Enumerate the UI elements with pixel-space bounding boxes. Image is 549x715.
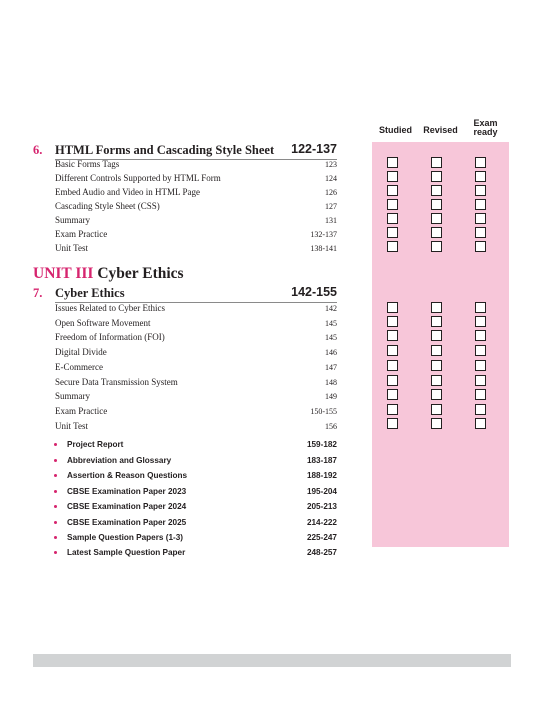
- topic-page: 156: [325, 422, 337, 431]
- topic-row: [55, 227, 337, 241]
- back-matter-item: [55, 469, 337, 483]
- exam-ready-checkbox[interactable]: [475, 360, 486, 371]
- unit-name: Cyber Ethics: [97, 265, 184, 282]
- topic-title: Exam Practice: [55, 406, 108, 416]
- bullet-icon: [54, 459, 57, 462]
- back-matter-item: [55, 500, 337, 514]
- studied-checkbox[interactable]: [387, 375, 398, 386]
- topic-row: [55, 375, 337, 389]
- revised-checkbox[interactable]: [431, 241, 442, 252]
- revised-checkbox[interactable]: [431, 375, 442, 386]
- studied-checkbox[interactable]: [387, 171, 398, 182]
- studied-checkbox[interactable]: [387, 418, 398, 429]
- revised-checkbox[interactable]: [431, 185, 442, 196]
- exam-ready-checkbox[interactable]: [475, 316, 486, 327]
- revised-checkbox[interactable]: [431, 360, 442, 371]
- topic-title: Open Software Movement: [55, 318, 151, 328]
- bullet-icon: [54, 474, 57, 477]
- topic-row: [55, 389, 337, 403]
- topic-row: [55, 330, 337, 344]
- topic-page: 148: [325, 378, 337, 387]
- bullet-icon: [54, 443, 57, 446]
- topic-page: 146: [325, 348, 337, 357]
- topic-row: [55, 360, 337, 374]
- back-matter-pages: 188-192: [306, 471, 337, 480]
- revised-checkbox[interactable]: [431, 316, 442, 327]
- topic-row: [55, 419, 337, 433]
- exam-ready-checkbox[interactable]: [475, 241, 486, 252]
- back-matter-title: Assertion & Reason Questions: [67, 471, 188, 480]
- back-matter-item: [55, 546, 337, 560]
- topic-row: [55, 171, 337, 185]
- topic-title: Digital Divide: [55, 347, 107, 357]
- back-matter-item: [55, 531, 337, 545]
- revised-checkbox[interactable]: [431, 157, 442, 168]
- back-matter-pages: 214-222: [306, 518, 337, 527]
- chapter-title: Cyber Ethics: [55, 286, 125, 300]
- topic-title: Summary: [55, 391, 90, 401]
- topic-page: 124: [325, 174, 337, 183]
- exam-ready-checkbox[interactable]: [475, 171, 486, 182]
- topic-row: [55, 157, 337, 171]
- revised-checkbox[interactable]: [431, 404, 442, 415]
- exam-ready-checkbox[interactable]: [475, 375, 486, 386]
- exam-ready-checkbox[interactable]: [475, 157, 486, 168]
- revised-checkbox[interactable]: [431, 213, 442, 224]
- exam-ready-checkbox[interactable]: [475, 345, 486, 356]
- chapter-number: 6.: [33, 143, 43, 157]
- topic-page: 149: [325, 392, 337, 401]
- back-matter-title: Project Report: [67, 440, 124, 449]
- back-matter-title: CBSE Examination Paper 2023: [67, 487, 187, 496]
- bullet-icon: [54, 536, 57, 539]
- studied-header: Studied: [379, 125, 412, 135]
- topic-page: 131: [325, 216, 337, 225]
- exam-ready-checkbox[interactable]: [475, 302, 486, 313]
- topic-row: [55, 185, 337, 199]
- chapter-pages: 142-155: [291, 285, 337, 299]
- footer-bar: [33, 654, 511, 667]
- chapter-title: HTML Forms and Cascading Style Sheet: [55, 143, 275, 157]
- back-matter-pages: 159-182: [306, 440, 337, 449]
- topic-row: [55, 404, 337, 418]
- chapter-number: 7.: [33, 286, 43, 300]
- chapter-7-heading: [33, 286, 337, 302]
- unit-label: UNIT III: [33, 265, 94, 282]
- studied-checkbox[interactable]: [387, 241, 398, 252]
- topic-page: 145: [325, 319, 337, 328]
- studied-checkbox[interactable]: [387, 360, 398, 371]
- bullet-icon: [54, 551, 57, 554]
- studied-checkbox[interactable]: [387, 389, 398, 400]
- back-matter-title: Latest Sample Question Paper: [67, 548, 186, 557]
- revised-checkbox[interactable]: [431, 389, 442, 400]
- topic-page: 126: [325, 188, 337, 197]
- topic-page: 138-141: [310, 244, 337, 253]
- back-matter-title: CBSE Examination Paper 2024: [67, 502, 187, 511]
- revised-header: Revised: [423, 125, 458, 135]
- studied-checkbox[interactable]: [387, 330, 398, 341]
- exam-ready-checkbox[interactable]: [475, 185, 486, 196]
- topic-page: 142: [325, 304, 337, 313]
- back-matter-item: [55, 516, 337, 530]
- topic-row: [55, 345, 337, 359]
- back-matter-title: Sample Question Papers (1-3): [67, 533, 184, 542]
- topic-page: 150-155: [310, 407, 337, 416]
- back-matter-pages: 205-213: [306, 502, 337, 511]
- revised-checkbox[interactable]: [431, 345, 442, 356]
- bullet-icon: [54, 490, 57, 493]
- studied-checkbox[interactable]: [387, 302, 398, 313]
- studied-checkbox[interactable]: [387, 213, 398, 224]
- topic-title: Freedom of Information (FOI): [55, 332, 165, 342]
- topic-page: 145: [325, 333, 337, 342]
- topic-title: Unit Test: [55, 421, 88, 431]
- topic-row: [55, 301, 337, 315]
- exam-ready-checkbox[interactable]: [475, 199, 486, 210]
- topic-title: Embed Audio and Video in HTML Page: [55, 187, 200, 197]
- exam-ready-checkbox[interactable]: [475, 227, 486, 238]
- bullet-icon: [54, 505, 57, 508]
- back-matter-title: CBSE Examination Paper 2025: [67, 518, 187, 527]
- back-matter-item: [55, 438, 337, 452]
- revised-checkbox[interactable]: [431, 330, 442, 341]
- back-matter-item: [55, 485, 337, 499]
- revised-checkbox[interactable]: [431, 227, 442, 238]
- topic-title: Summary: [55, 215, 90, 225]
- back-matter-title: Abbreviation and Glossary: [67, 456, 172, 465]
- unit-heading: [33, 265, 184, 283]
- topic-title: E-Commerce: [55, 362, 103, 372]
- topic-page: 127: [325, 202, 337, 211]
- topic-page: 132-137: [310, 230, 337, 239]
- chapter-pages: 122-137: [291, 142, 337, 156]
- back-matter-pages: 248-257: [306, 548, 337, 557]
- topic-title: Basic Forms Tags: [55, 159, 120, 169]
- exam-ready-checkbox[interactable]: [475, 389, 486, 400]
- topic-page: 147: [325, 363, 337, 372]
- exam-ready-checkbox[interactable]: [475, 418, 486, 429]
- topic-title: Secure Data Transmission System: [55, 377, 178, 387]
- exam-ready-checkbox[interactable]: [475, 330, 486, 341]
- exam-ready-header-line2: ready: [473, 127, 498, 137]
- revised-checkbox[interactable]: [431, 418, 442, 429]
- topic-row: [55, 316, 337, 330]
- back-matter-pages: 225-247: [306, 533, 337, 542]
- topic-title: Issues Related to Cyber Ethics: [55, 303, 165, 313]
- studied-checkbox[interactable]: [387, 345, 398, 356]
- studied-checkbox[interactable]: [387, 316, 398, 327]
- topic-title: Cascading Style Sheet (CSS): [55, 201, 160, 211]
- exam-ready-checkbox[interactable]: [475, 213, 486, 224]
- studied-checkbox[interactable]: [387, 157, 398, 168]
- topic-page: 123: [325, 160, 337, 169]
- bullet-icon: [54, 521, 57, 524]
- exam-ready-header: [462, 119, 509, 137]
- studied-checkbox[interactable]: [387, 185, 398, 196]
- revised-checkbox[interactable]: [431, 171, 442, 182]
- revised-checkbox[interactable]: [431, 199, 442, 210]
- topic-row: [55, 199, 337, 213]
- topic-title: Different Controls Supported by HTML Form: [55, 173, 221, 183]
- topic-title: Unit Test: [55, 243, 88, 253]
- topic-title: Exam Practice: [55, 229, 108, 239]
- back-matter-pages: 183-187: [306, 456, 337, 465]
- revised-checkbox[interactable]: [431, 302, 442, 313]
- back-matter-pages: 195-204: [306, 487, 337, 496]
- topic-row: [55, 213, 337, 227]
- studied-checkbox[interactable]: [387, 404, 398, 415]
- topic-row: [55, 241, 337, 255]
- exam-ready-checkbox[interactable]: [475, 404, 486, 415]
- back-matter-item: [55, 454, 337, 468]
- exam-ready-header-line1: Exam: [473, 118, 498, 128]
- studied-checkbox[interactable]: [387, 227, 398, 238]
- studied-checkbox[interactable]: [387, 199, 398, 210]
